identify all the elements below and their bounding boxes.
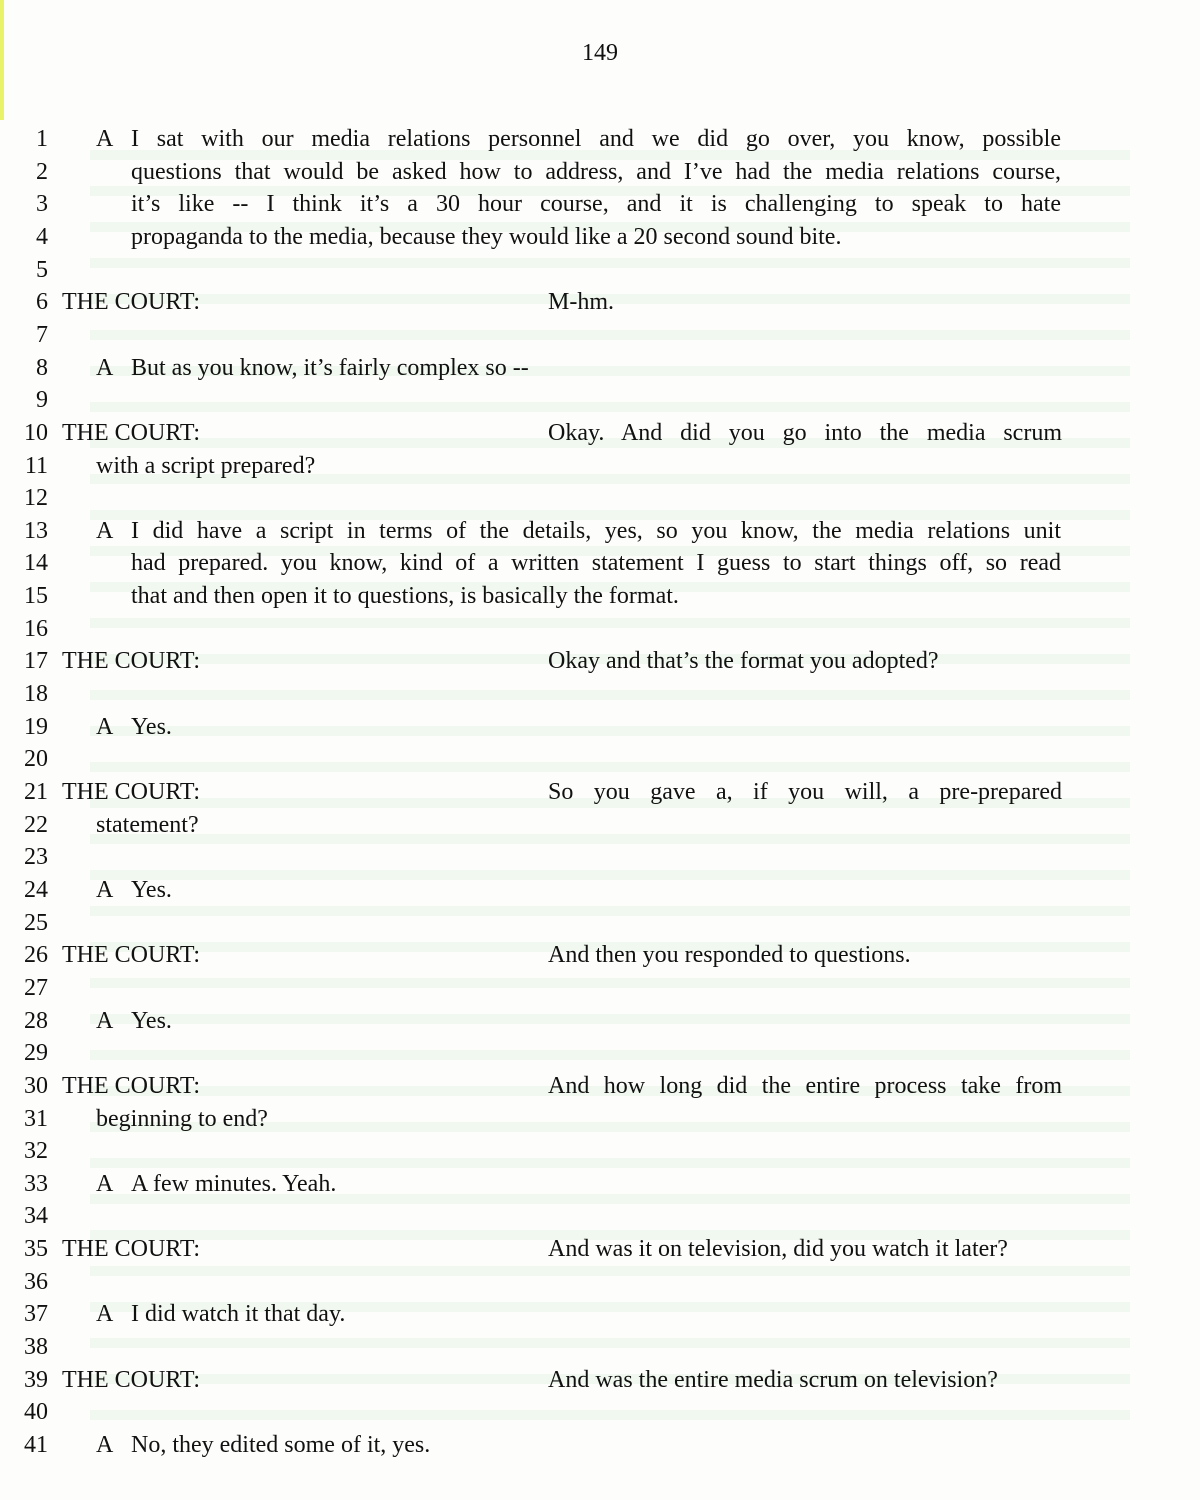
transcript-line [0, 1070, 1200, 1102]
transcript-line [0, 417, 1200, 449]
line-number: 35 [24, 1236, 48, 1263]
line-number: 7 [36, 321, 48, 348]
answer-text: I did have a script in terms of the details, yes, so you know, the media relations unit [131, 517, 1061, 544]
court-statement: So you gave a, if you will, a pre-prepared [548, 779, 1062, 805]
transcript-line [0, 123, 1200, 155]
speaker-label: THE COURT: [62, 648, 201, 675]
court-statement: Okay. And did you go into the media scrum [548, 419, 1062, 446]
transcript-line [0, 1298, 1200, 1330]
answer-marker: A [96, 517, 114, 544]
line-number: 20 [24, 746, 48, 773]
transcript-line [0, 352, 1200, 384]
line-number: 41 [24, 1432, 48, 1458]
answer-marker: A [96, 1432, 114, 1458]
answer-marker: A [96, 1301, 114, 1328]
line-number: 27 [24, 974, 48, 1001]
answer-text: I sat with our media relations personnel and we did go over, you know, possible [131, 126, 1061, 152]
transcript-line [0, 1429, 1200, 1461]
transcript-line [0, 874, 1200, 906]
line-number: 5 [36, 256, 48, 283]
line-number: 9 [36, 387, 48, 414]
line-number: 32 [24, 1138, 48, 1165]
transcript-line [0, 1266, 1200, 1298]
line-number: 1 [36, 126, 48, 152]
speaker-label: THE COURT: [62, 1366, 201, 1393]
transcript-line [0, 1103, 1200, 1135]
continuation-text: propaganda to the media, because they would like a 20 second sound bite. [131, 223, 842, 250]
transcript-line [0, 547, 1200, 579]
line-number: 31 [24, 1105, 48, 1132]
line-number: 30 [24, 1072, 48, 1099]
line-number: 13 [24, 517, 48, 544]
answer-text: A few minutes. Yeah. [131, 1170, 337, 1197]
line-number: 22 [24, 811, 48, 838]
transcript-line [0, 809, 1200, 841]
line-number: 15 [24, 583, 48, 610]
line-number: 25 [24, 909, 48, 936]
answer-text: No, they edited some of it, yes. [131, 1432, 431, 1458]
speaker-label: THE COURT: [62, 289, 201, 316]
continuation-text: with a script prepared? [96, 452, 316, 479]
transcript-line [0, 450, 1200, 482]
line-number: 12 [24, 485, 48, 512]
transcript-line [0, 776, 1200, 808]
line-number: 28 [24, 1007, 48, 1034]
line-number: 8 [36, 354, 48, 381]
transcript-line [0, 972, 1200, 1004]
line-number: 37 [24, 1301, 48, 1328]
line-number: 18 [24, 681, 48, 708]
continuation-text: it’s like -- I think it’s a 30 hour course, and it is challenging to speak to hate [131, 191, 1061, 218]
transcript-line [0, 743, 1200, 775]
speaker-label: THE COURT: [62, 942, 201, 969]
line-number: 24 [24, 876, 48, 903]
line-number: 34 [24, 1203, 48, 1230]
line-number: 36 [24, 1268, 48, 1295]
line-number: 26 [24, 942, 48, 969]
transcript-line [0, 1168, 1200, 1200]
speaker-label: THE COURT: [62, 419, 201, 446]
line-number: 16 [24, 615, 48, 642]
line-number: 29 [24, 1040, 48, 1067]
transcript-line [0, 384, 1200, 416]
transcript-line [0, 1233, 1200, 1265]
line-number: 38 [24, 1334, 48, 1361]
answer-text: Yes. [131, 1007, 172, 1034]
transcript-line [0, 286, 1200, 318]
line-number: 6 [36, 289, 48, 316]
transcript-line [0, 482, 1200, 514]
answer-marker: A [96, 1170, 114, 1197]
line-number: 33 [24, 1170, 48, 1197]
answer-marker: A [96, 713, 114, 740]
transcript-line [0, 1331, 1200, 1363]
answer-marker: A [96, 1007, 114, 1034]
speaker-label: THE COURT: [62, 779, 201, 805]
answer-marker: A [96, 876, 114, 903]
speaker-label: THE COURT: [62, 1236, 201, 1263]
transcript-line [0, 221, 1200, 253]
transcript-line [0, 580, 1200, 612]
continuation-text: beginning to end? [96, 1105, 268, 1132]
line-number: 14 [24, 550, 48, 577]
answer-text: I did watch it that day. [131, 1301, 346, 1328]
line-number: 10 [24, 419, 48, 446]
court-statement: And how long did the entire process take from [548, 1072, 1062, 1099]
court-statement: Okay and that’s the format you adopted? [548, 648, 939, 675]
line-number: 17 [24, 648, 48, 675]
answer-marker: A [96, 354, 114, 381]
transcript-line [0, 645, 1200, 677]
answer-text: But as you know, it’s fairly complex so -- [131, 354, 529, 381]
transcript-line [0, 841, 1200, 873]
transcript-line [0, 1135, 1200, 1167]
transcript-line [0, 1200, 1200, 1232]
transcript-line [0, 939, 1200, 971]
line-number: 19 [24, 713, 48, 740]
line-number: 21 [24, 779, 48, 805]
line-number: 39 [24, 1366, 48, 1393]
answer-text: Yes. [131, 876, 172, 903]
continuation-text: questions that would be asked how to address, and I’ve had the media relations course, [131, 158, 1061, 185]
line-number: 3 [36, 191, 48, 218]
court-statement: And was the entire media scrum on television? [548, 1366, 998, 1393]
continuation-text: had prepared. you know, kind of a written statement I guess to start things off, so read [131, 550, 1061, 577]
transcript-line [0, 319, 1200, 351]
line-number: 11 [24, 452, 48, 479]
line-number: 40 [24, 1399, 48, 1426]
transcript-line [0, 1396, 1200, 1428]
transcript-line [0, 515, 1200, 547]
transcript-line [0, 711, 1200, 743]
transcript-line [0, 678, 1200, 710]
speaker-label: THE COURT: [62, 1072, 201, 1099]
page-number: 149 [582, 40, 618, 66]
transcript-line [0, 254, 1200, 286]
transcript-line [0, 156, 1200, 188]
continuation-text: that and then open it to questions, is basically the format. [131, 583, 679, 610]
line-number: 2 [36, 158, 48, 185]
continuation-text: statement? [96, 811, 199, 838]
transcript-line [0, 907, 1200, 939]
transcript-line [0, 1364, 1200, 1396]
court-statement: M-hm. [548, 289, 614, 316]
line-number: 4 [36, 223, 48, 250]
answer-marker: A [96, 126, 114, 152]
transcript-line [0, 1037, 1200, 1069]
line-number: 23 [24, 844, 48, 871]
transcript-line [0, 613, 1200, 645]
answer-text: Yes. [131, 713, 172, 740]
transcript-line [0, 188, 1200, 220]
court-statement: And was it on television, did you watch it later? [548, 1236, 1008, 1263]
transcript-line [0, 1005, 1200, 1037]
court-statement: And then you responded to questions. [548, 942, 911, 969]
